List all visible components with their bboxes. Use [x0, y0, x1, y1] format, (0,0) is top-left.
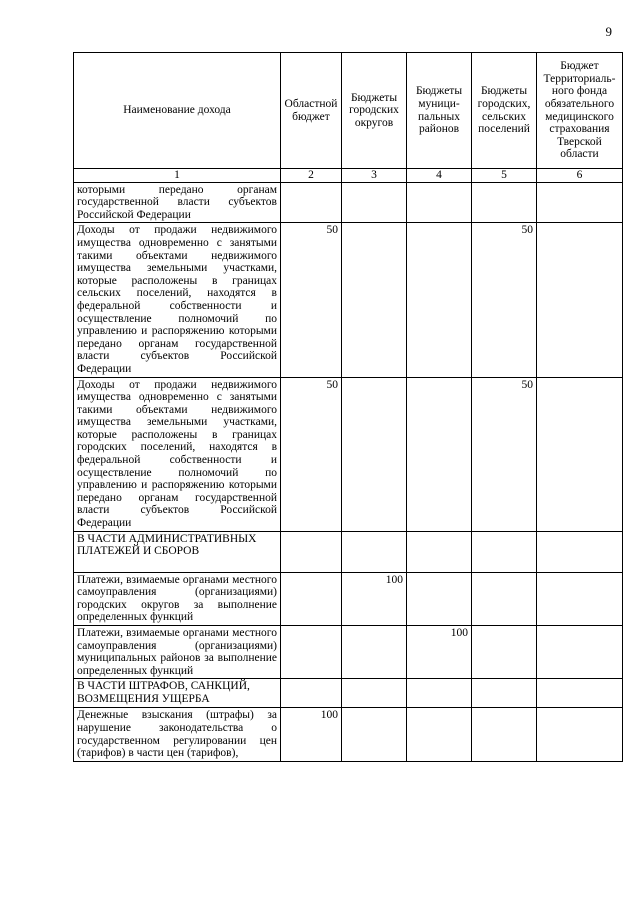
value-cell: [407, 182, 472, 223]
value-cell: [537, 626, 623, 679]
value-cell: [407, 572, 472, 625]
value-cell: [342, 223, 407, 377]
value-cell: [281, 679, 342, 708]
section-row: [74, 531, 623, 572]
value-cell: [537, 572, 623, 625]
value-cell: [342, 377, 407, 531]
column-number: 6: [537, 169, 623, 183]
value-cell: [472, 626, 537, 679]
value-cell: 50: [472, 377, 537, 531]
header-city-district-budgets: Бюджеты городских округов: [342, 53, 407, 169]
value-cell: [472, 182, 537, 223]
revenue-name-cell: Платежи, взимаемые органами местного самоуправления (организациями) городских округов за выполнение определенных функций: [74, 572, 281, 625]
column-number-row: [74, 169, 623, 183]
value-cell: [407, 679, 472, 708]
value-cell: [407, 708, 472, 761]
section-row: [74, 679, 623, 708]
value-cell: [281, 572, 342, 625]
revenue-name-cell: Денежные взыскания (штрафы) за нарушение законодательства о государственном регулировании цен (тарифов) в части цен (тарифов),: [74, 708, 281, 761]
value-cell: 50: [281, 377, 342, 531]
value-cell: [472, 531, 537, 572]
section-heading: В ЧАСТИ ШТРАФОВ, САНКЦИЙ, ВОЗМЕЩЕНИЯ УЩЕРБА: [74, 679, 281, 708]
column-number: 1: [74, 169, 281, 183]
revenue-name-cell: которыми передано органам государственной власти субъектов Российской Федерации: [74, 182, 281, 223]
revenue-name-cell: Платежи, взимаемые органами местного самоуправления (организациями) муниципальных районов за выполнение определенных функций: [74, 626, 281, 679]
page-number: 9: [605, 24, 612, 39]
value-cell: [281, 531, 342, 572]
value-cell: [407, 223, 472, 377]
table-row: [74, 182, 623, 223]
table-row: [74, 708, 623, 761]
value-cell: 50: [281, 223, 342, 377]
table-row: [74, 626, 623, 679]
value-cell: [342, 708, 407, 761]
header-health-insurance-fund-budget: Бюджет Территориаль-ного фонда обязательного медицинского страхования Тверской области: [537, 53, 623, 169]
table-row: [74, 377, 623, 531]
column-number: 2: [281, 169, 342, 183]
table-row: [74, 223, 623, 377]
column-number: 3: [342, 169, 407, 183]
value-cell: [407, 531, 472, 572]
header-regional-budget: Областной бюджет: [281, 53, 342, 169]
value-cell: [537, 708, 623, 761]
value-cell: [281, 626, 342, 679]
header-settlement-budgets: Бюджеты городских, сельских поселений: [472, 53, 537, 169]
column-number: 4: [407, 169, 472, 183]
value-cell: [342, 531, 407, 572]
value-cell: 100: [407, 626, 472, 679]
value-cell: [472, 679, 537, 708]
value-cell: [342, 679, 407, 708]
revenue-name-cell: Доходы от продажи недвижимого имущества одновременно с занятыми такими объектами недвижимого имущества земельными участками, которые расположены в границах городских поселений, находятся в федеральной собственности и осуществление полномочий по управлению и распоряжению которыми передано органам государственной власти субъектов Российской Федерации: [74, 377, 281, 531]
value-cell: 100: [281, 708, 342, 761]
value-cell: [472, 708, 537, 761]
value-cell: [472, 572, 537, 625]
column-number: 5: [472, 169, 537, 183]
value-cell: 100: [342, 572, 407, 625]
revenue-name-cell: Доходы от продажи недвижимого имущества одновременно с занятыми такими объектами недвижимого имущества земельными участками, которые расположены в границах сельских поселений, находятся в федеральной собственности и осуществление полномочий по управлению и распоряжению которыми передано органам государственной власти субъектов Российской Федерации: [74, 223, 281, 377]
table-header-row: [74, 53, 623, 169]
value-cell: 50: [472, 223, 537, 377]
value-cell: [537, 223, 623, 377]
value-cell: [342, 626, 407, 679]
table-row: [74, 572, 623, 625]
header-municipal-district-budgets: Бюджеты муници-пальных районов: [407, 53, 472, 169]
section-heading: В ЧАСТИ АДМИНИСТРАТИВНЫХ ПЛАТЕЖЕЙ И СБОРОВ: [74, 531, 281, 572]
value-cell: [537, 531, 623, 572]
value-cell: [281, 182, 342, 223]
value-cell: [407, 377, 472, 531]
value-cell: [537, 377, 623, 531]
revenue-distribution-table: [73, 52, 623, 762]
value-cell: [537, 679, 623, 708]
value-cell: [537, 182, 623, 223]
value-cell: [342, 182, 407, 223]
header-revenue-name: Наименование дохода: [74, 53, 281, 169]
